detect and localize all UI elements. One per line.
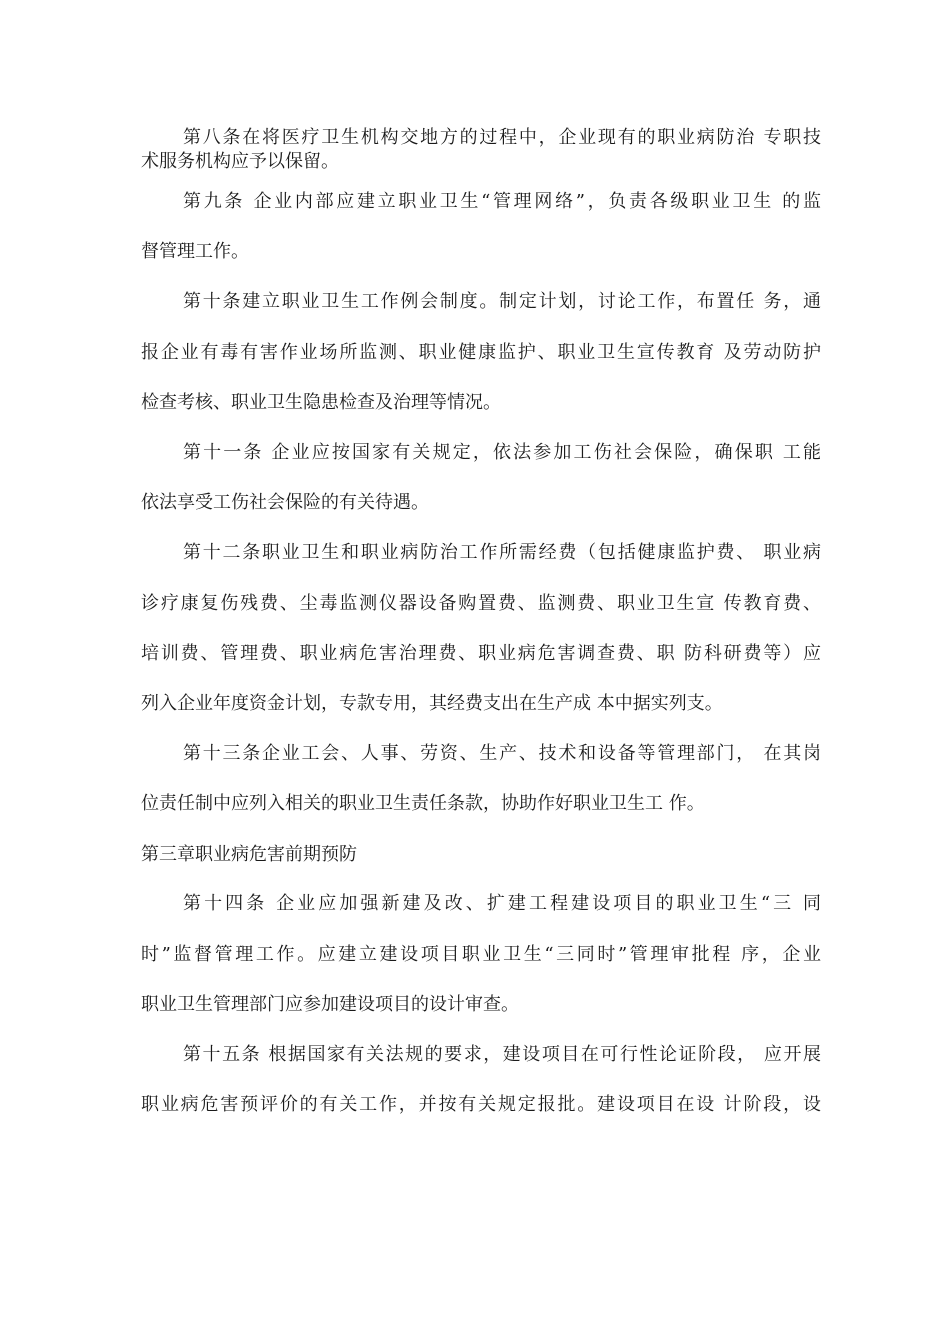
article-13-line-1: 第十三条企业工会、人事、劳资、生产、技术和设备等管理部门， 在其岗 [183, 743, 821, 764]
article-13-line-2: 位责任制中应列入相关的职业卫生责任条款，协助作好职业卫生工 作。 [141, 793, 705, 814]
article-8-line-2: 术服务机构应予以保留。 [141, 151, 339, 172]
article-14-line-2: 时”监督管理工作。应建立建设项目职业卫生“三同时”管理审批程 序，企业 [141, 944, 821, 965]
article-12-line-4: 列入企业年度资金计划，专款专用，其经费支出在生产成 本中据实列支。 [141, 693, 723, 714]
article-8-line-1: 第八条在将医疗卫生机构交地方的过程中，企业现有的职业病防治 专职技 [183, 127, 821, 148]
article-15-line-1: 第十五条 根据国家有关法规的要求，建设项目在可行性论证阶段， 应开展 [183, 1044, 821, 1065]
article-14-line-1: 第十四条 企业应加强新建及改、扩建工程建设项目的职业卫生“三 同 [183, 893, 821, 914]
article-9-line-2: 督管理工作。 [141, 241, 249, 262]
article-12-line-3: 培训费、管理费、职业病危害治理费、职业病危害调查费、职 防科研费等）应 [141, 643, 821, 664]
article-14-line-3: 职业卫生管理部门应参加建设项目的设计审查。 [141, 994, 519, 1015]
article-10-line-3: 检查考核、职业卫生隐患检查及治理等情况。 [141, 392, 501, 413]
article-10-line-1: 第十条建立职业卫生工作例会制度。制定计划，讨论工作，布置任 务，通 [183, 291, 821, 312]
article-9-line-1: 第九条 企业内部应建立职业卫生“管理网络”，负责各级职业卫生 的监 [183, 191, 821, 212]
article-12-line-2: 诊疗康复伤残费、尘毒监测仪器设备购置费、监测费、职业卫生宣 传教育费、 [141, 593, 821, 614]
article-11-line-1: 第十一条 企业应按国家有关规定，依法参加工伤社会保险，确保职 工能 [183, 442, 821, 463]
chapter-heading: 第三章职业病危害前期预防 [141, 844, 357, 865]
article-15-line-2: 职业病危害预评价的有关工作，并按有关规定报批。建设项目在设 计阶段，设 [141, 1094, 821, 1115]
article-10-line-2: 报企业有毒有害作业场所监测、职业健康监护、职业卫生宣传教育 及劳动防护 [141, 342, 821, 363]
article-12-line-1: 第十二条职业卫生和职业病防治工作所需经费（包括健康监护费、 职业病 [183, 542, 821, 563]
article-11-line-2: 依法享受工伤社会保险的有关待遇。 [141, 492, 429, 513]
